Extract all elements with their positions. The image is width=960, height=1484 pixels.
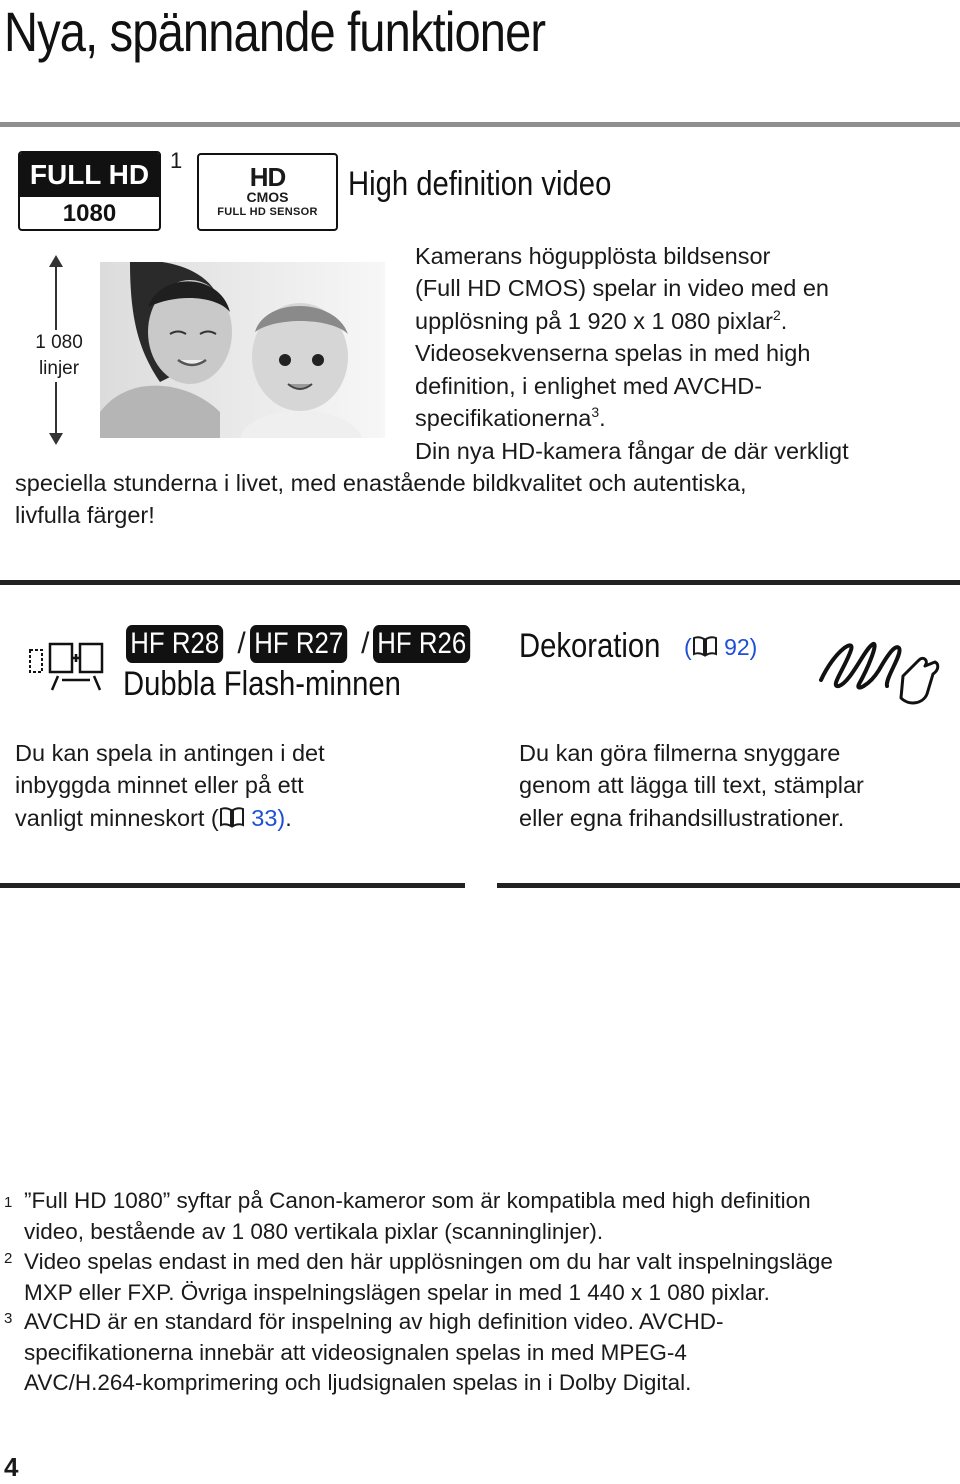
model-separator: / (237, 627, 246, 660)
decoration-text-line: Du kan göra filmerna snyggare (519, 740, 841, 766)
footnote-1 (24, 1186, 954, 1247)
title-divider (0, 122, 960, 127)
decoration-page-link[interactable] (684, 634, 757, 661)
flash-heading: Dubbla Flash-minnen (123, 665, 401, 703)
footnote-line: Video spelas endast in med den här upplösningen om du har valt inspelningsläge (24, 1249, 833, 1274)
footnote-line: specifikationerna innebär att videosignalen spelas in med MPEG-4 (24, 1339, 687, 1365)
footnote-marker-1: 1 (170, 148, 183, 173)
model-badges (126, 625, 487, 663)
page-reference-number: 33) (251, 804, 286, 831)
hd-text-line: livfulla färger! (15, 502, 155, 528)
arrow-up-icon (49, 255, 63, 267)
footnote-marker-2: 2 (773, 306, 781, 323)
flash-text-segment: . (285, 804, 292, 831)
hd-text-line (415, 402, 955, 434)
hd-text-segment: . (780, 307, 788, 334)
decoration-page-number: 92) (724, 634, 758, 660)
ref-open-paren: ( (684, 634, 692, 660)
hd-cmos-logo-cmos: CMOS (246, 189, 289, 205)
arrow-down-icon (49, 433, 63, 445)
page-title: Nya, spännande funktioner (4, 0, 546, 63)
lines-label-number: 1 080 (35, 332, 83, 353)
footnote-1-number: 1 (4, 1194, 13, 1211)
full-hd-logo-resolution: 1080 (62, 200, 117, 227)
hand-drawing-icon (815, 630, 941, 710)
footnote-line: MXP eller FXP. Övriga inspelningslägen spelar in med 1 440 x 1 080 pixlar. (24, 1279, 770, 1305)
decoration-text-line: genom att lägga till text, stämplar (519, 772, 864, 799)
footnote-line: ”Full HD 1080” syftar på Canon-kameror som är kompatibla med high definition (24, 1188, 811, 1213)
book-icon (692, 635, 718, 657)
footnote-line: video, bestående av 1 080 vertikala pixlar (scanninglinjer). (24, 1218, 604, 1244)
model-badge: HF R28 (126, 625, 223, 663)
hd-paragraph-right (415, 240, 955, 434)
flash-paragraph (15, 737, 475, 834)
footnote-number (4, 1185, 12, 1219)
hd-text-line: (Full HD CMOS) spelar in video med en (415, 275, 829, 302)
lines-label (24, 330, 94, 382)
page-number: 4 (4, 1452, 19, 1482)
hd-text-segment: . (599, 405, 606, 432)
book-icon (219, 806, 245, 828)
hd-text-line: Kamerans högupplösta bildsensor (415, 243, 771, 269)
section-divider-right (497, 883, 960, 888)
model-badge: HF R27 (250, 625, 347, 663)
hd-text-line: Videosekvenserna spelas in med high (415, 340, 811, 367)
flash-text-line: inbyggda minnet eller på ett (15, 772, 304, 799)
hd-text-line: Din nya HD-kamera fångar de där verkligt (415, 438, 849, 464)
footnote-line: AVC/H.264-komprimering och ljudsignalen spelas in i Dolby Digital. (24, 1370, 692, 1395)
hd-text-line: speciella stunderna i livet, med enastående bildkvalitet och autentiska, (15, 470, 747, 496)
full-hd-1080-logo (18, 151, 161, 231)
section-divider-left (0, 883, 465, 888)
footnote-2 (24, 1247, 954, 1308)
hd-text-segment: specifikationerna (415, 405, 592, 432)
flash-text-line (15, 802, 475, 834)
footnote-3 (24, 1307, 954, 1399)
decoration-heading-text: Dekoration (519, 627, 661, 665)
footnote-3-number: 3 (4, 1310, 13, 1327)
decoration-heading (519, 626, 660, 666)
hd-cmos-logo-hd: HD (249, 162, 286, 192)
model-separator: / (361, 627, 370, 660)
footnote-marker-3: 3 (591, 404, 600, 421)
hd-text-line: definition, i enlighet med AVCHD- (415, 372, 763, 399)
flash-text-segment: vanligt minneskort ( (15, 804, 219, 831)
footnote-number (4, 1241, 12, 1275)
hd-cmos-logo (197, 153, 338, 231)
hd-cmos-logo-sensor: FULL HD SENSOR (217, 206, 318, 218)
lines-label-unit: linjer (38, 358, 80, 379)
dual-flash-memory-icon (28, 636, 108, 692)
hd-video-heading: High definition video (348, 165, 612, 203)
page-reference-link[interactable] (219, 805, 286, 831)
hd-text-segment: upplösning på 1 920 x 1 080 pixlar (415, 307, 773, 334)
section-divider (0, 580, 960, 585)
footnote-line: AVCHD är en standard för inspelning av high definition video. AVCHD- (24, 1309, 724, 1334)
hd-text-line (415, 305, 955, 337)
footnote-number (4, 1301, 12, 1335)
mother-baby-photo (100, 262, 385, 438)
flash-text-line: Du kan spela in antingen i det (15, 740, 325, 766)
model-badge: HF R26 (373, 625, 470, 663)
full-hd-logo-text: FULL HD (20, 153, 159, 197)
decoration-paragraph (519, 737, 959, 834)
footnote-2-number: 2 (4, 1250, 13, 1267)
decoration-text-line: eller egna frihandsillustrationer. (519, 804, 845, 831)
